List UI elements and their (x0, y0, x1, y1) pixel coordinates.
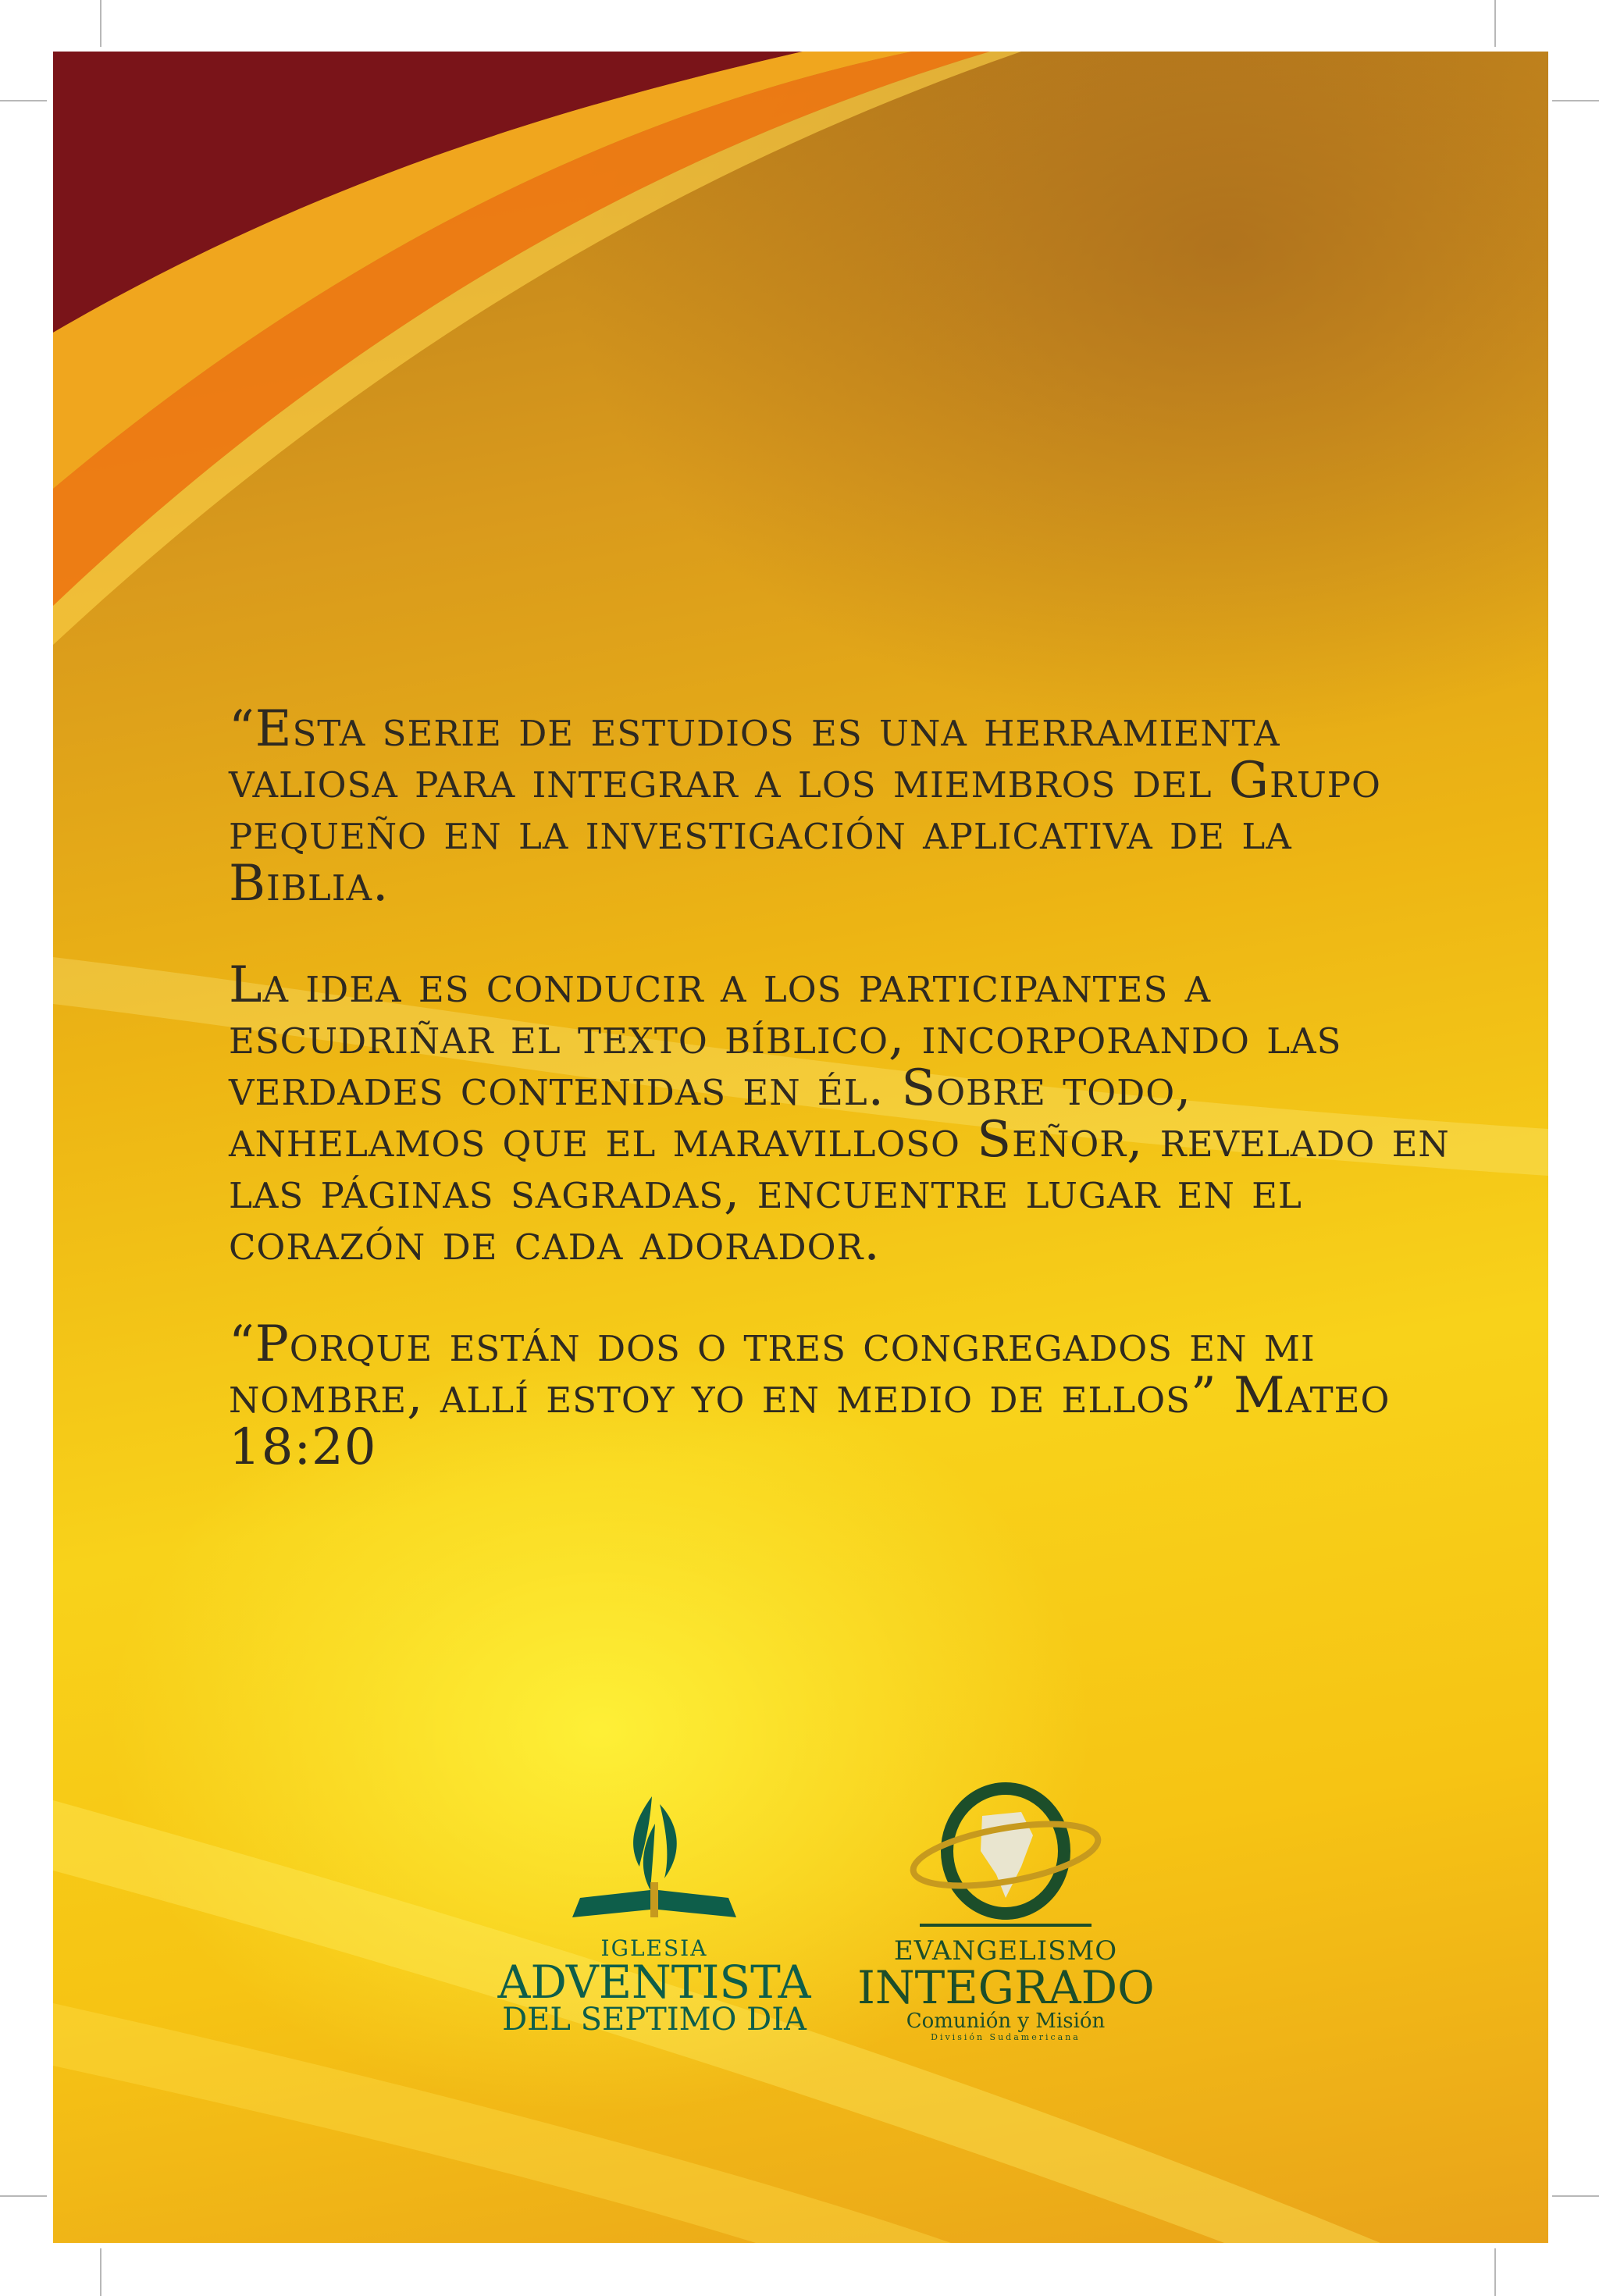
quote-paragraph-1: “Esta serie de estudios es una herramienta valiosa para integrar a los miembros del Grupo pequeño en la investigación aplicativa de la Biblia. (229, 700, 1381, 913)
crop-mark-top-left (100, 0, 101, 47)
crop-mark-right-bottom (1552, 2195, 1599, 2197)
quote-paragraph-2: La idea es conducir a los participantes a escudriñar el texto bíblico, incorporando las verdades contenidas en él. Sobre todo, anhelamos que el maravilloso Señor, revelado en las páginas sagradas, encuentre lugar en el corazón de cada adorador. (229, 956, 1450, 1272)
crop-mark-left-bottom (0, 2195, 47, 2197)
crop-mark-top-right (1494, 0, 1496, 47)
evangelismo-logo-line-1: EVANGELISMO (893, 1935, 1118, 1967)
globe-ring-handshake-icon (904, 1781, 1107, 1937)
evangelismo-integrado-logo (857, 1781, 1154, 2043)
adventist-logo-line-2: ADVENTISTA (497, 1956, 811, 2009)
crop-mark-bottom-left (100, 2248, 101, 2296)
back-cover-quote (229, 700, 1455, 1523)
crop-mark-right-top (1552, 100, 1599, 101)
evangelismo-logo-line-4: División Sudamericana (931, 2032, 1081, 2042)
adventist-logo-line-3: DEL SEPTIMO DIA (502, 2002, 807, 2038)
crop-mark-left-top (0, 100, 47, 101)
evangelismo-logo-line-2: INTEGRADO (857, 1961, 1155, 2014)
adventist-logo-line-1: IGLESIA (600, 1935, 708, 1961)
quote-paragraph-3: “Porque están dos o tres congregados en mi nombre, allí estoy yo en medio de ellos” Mateo 18:20 (229, 1315, 1391, 1476)
adventist-flame-book-icon (564, 1781, 744, 1937)
crop-mark-bottom-right (1494, 2248, 1496, 2296)
evangelismo-logo-line-3: Comunión y Misión (906, 2009, 1106, 2033)
back-cover (53, 52, 1548, 2243)
adventist-church-logo (490, 1781, 818, 2038)
